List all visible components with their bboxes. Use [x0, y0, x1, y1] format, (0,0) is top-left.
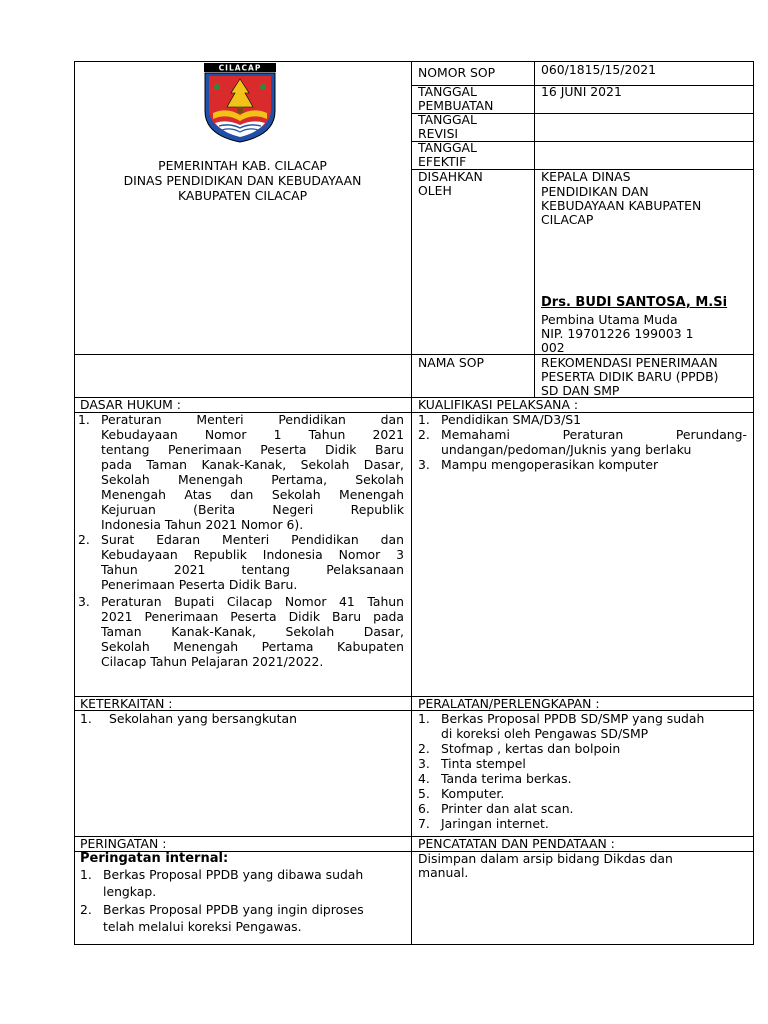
list-item: 1. Berkas Proposal PPDB yang dibawa sudah lengkap.	[80, 867, 364, 899]
list-item: 5. Komputer.	[418, 786, 505, 801]
signer-name: Drs. BUDI SANTOSA, M.Si	[541, 295, 728, 310]
nomor-sop-value: 060/1815/15/2021	[541, 62, 657, 77]
peringatan-subtitle: Peringatan internal:	[80, 851, 229, 866]
list-item: 2. Stofmap , kertas dan bolpoin	[418, 741, 621, 756]
list-item: 6. Printer dan alat scan.	[418, 801, 574, 816]
org-line-3: KABUPATEN CILACAP	[177, 188, 308, 203]
peringatan-title: PERINGATAN :	[80, 836, 167, 851]
pencatatan-text-2: manual.	[418, 865, 469, 880]
logo-text: CILACAP	[218, 63, 262, 73]
row-divider	[74, 696, 754, 697]
org-line-1: PEMERINTAH KAB. CILACAP	[158, 158, 327, 173]
nomor-sop-label: NOMOR SOP	[418, 65, 496, 80]
list-item: 3. Tinta stempel	[418, 756, 526, 771]
list-item: 2. Surat Edaran Menteri Pendidikan dan Kebudayaan Republik Indonesia Nomor 3 Tahun 2021 tentang Pelaksanaan Penerimaan Peserta Didik Baru.	[78, 532, 404, 592]
list-item: 2. Berkas Proposal PPDB yang ingin diproses telah melalui koreksi Pengawas.	[80, 902, 364, 934]
nama-sop-value-line: SD DAN SMP	[541, 383, 620, 398]
dasar-hukum-list	[78, 412, 404, 669]
list-item: Sekolahan yang bersangkutan	[109, 711, 297, 726]
peralatan-list	[418, 711, 748, 831]
tanggal-revisi-label: TANGGAL	[418, 112, 477, 127]
nama-sop-label: NAMA SOP	[418, 355, 484, 370]
signer-nip: NIP. 19701226 199003 1	[541, 326, 694, 341]
tanggal-efektif-label-2: EFEKTIF	[418, 154, 467, 169]
kualifikasi-list	[418, 412, 747, 472]
row-divider	[74, 836, 754, 837]
coat-of-arms-icon	[203, 63, 277, 143]
pencatatan-title: PENCATATAN DAN PENDATAAN :	[418, 836, 615, 851]
list-item: 4. Tanda terima berkas.	[418, 771, 572, 786]
kualifikasi-title: KUALIFIKASI PELAKSANA :	[418, 397, 579, 412]
dasar-hukum-title: DASAR HUKUM :	[80, 397, 181, 412]
disahkan-value-line: KEBUDAYAAN KABUPATEN	[541, 198, 702, 213]
tanggal-pembuatan-label: TANGGAL	[418, 84, 477, 99]
list-item: 3. Mampu mengoperasikan komputer	[418, 457, 659, 472]
list-item: 1. Pendidikan SMA/D3/S1	[418, 412, 582, 427]
list-item: 2. Memahami Peraturan Perundang- undangan/pedoman/Juknis yang berlaku	[418, 427, 747, 457]
nama-sop-value-line: PESERTA DIDIK BARU (PPDB)	[541, 369, 719, 384]
keterkaitan-title: KETERKAITAN :	[80, 696, 173, 711]
tanggal-pembuatan-value: 16 JUNI 2021	[541, 84, 622, 99]
meta-column-divider	[534, 61, 535, 397]
signer-rank: Pembina Utama Muda	[541, 312, 678, 327]
peringatan-list	[80, 866, 406, 935]
list-item-num: 1.	[80, 711, 92, 726]
list-item: 1. Berkas Proposal PPDB SD/SMP yang sudah di koreksi oleh Pengawas SD/SMP	[418, 711, 705, 741]
tanggal-pembuatan-label-2: PEMBUATAN	[418, 98, 494, 113]
column-divider	[411, 61, 412, 945]
org-line-2: DINAS PENDIDIKAN DAN KEBUDAYAAN	[123, 173, 362, 188]
disahkan-label-2: OLEH	[418, 183, 452, 198]
tanggal-efektif-label: TANGGAL	[418, 140, 477, 155]
tanggal-revisi-label-2: REVISI	[418, 126, 459, 141]
disahkan-value-line: KEPALA DINAS	[541, 169, 631, 184]
disahkan-value-line: CILACAP	[541, 212, 594, 227]
signer-nip-2: 002	[541, 340, 565, 355]
list-item: 1. Peraturan Menteri Pendidikan dan Kebudayaan Nomor 1 Tahun 2021 tentang Penerimaan Peserta Didik Baru pada Taman Kanak-Kanak, Sekolah Dasar, Sekolah Menengah Pertama, Sekolah Menengah Atas dan Sekolah Menengah Kejuruan (Berita Negeri Republik Indonesia Tahun 2021 Nomor 6).	[78, 412, 404, 532]
nama-sop-value-line: REKOMENDASI PENERIMAAN	[541, 355, 718, 370]
disahkan-value-line: PENDIDIKAN DAN	[541, 184, 649, 199]
peralatan-title: PERALATAN/PERLENGKAPAN :	[418, 696, 600, 711]
list-item: 3. Peraturan Bupati Cilacap Nomor 41 Tahun 2021 Penerimaan Peserta Didik Baru pada Taman Kanak-Kanak, Sekolah Dasar, Sekolah Menengah Pertama Kabupaten Cilacap Tahun Pelajaran 2021/2022.	[78, 594, 404, 669]
cilacap-logo	[203, 63, 277, 143]
list-item: 7. Jaringan internet.	[418, 816, 549, 831]
disahkan-label: DISAHKAN	[418, 169, 483, 184]
pencatatan-text: Disimpan dalam arsip bidang Dikdas dan	[418, 851, 673, 866]
